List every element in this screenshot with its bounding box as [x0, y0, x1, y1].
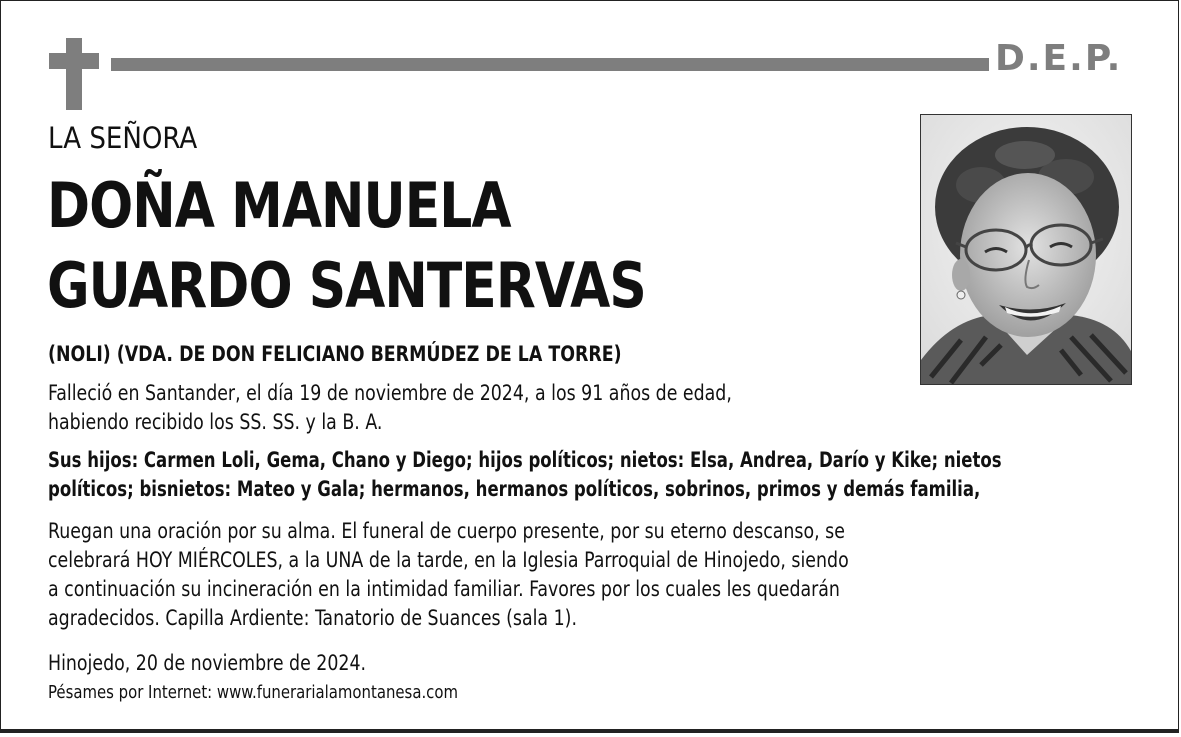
header-rule	[111, 58, 989, 71]
deceased-name-line-2: GUARDO SANTERVAS	[47, 249, 646, 322]
funeral-line: a continuación su incineración en la intimidad familiar. Favores por los cuales les quedarán	[48, 577, 840, 601]
condolences-url: Pésames por Internet: www.funerarialamontanesa.com	[48, 682, 459, 703]
nickname-widow-line: (NOLI) (VDA. DE DON FELICIANO BERMÚDEZ DE LA TORRE)	[48, 342, 622, 366]
family-line: políticos; bisnietos: Mateo y Gala; hermanos, hermanos políticos, sobrinos, primos y demás familia,	[48, 477, 981, 501]
death-paragraph	[48, 379, 732, 437]
funeral-line: agradecidos. Capilla Ardiente: Tanatorio de Suances (sala 1).	[48, 606, 577, 630]
funeral-paragraph	[48, 517, 849, 633]
portrait-photo	[920, 114, 1132, 385]
funeral-line: Ruegan una oración por su alma. El funeral de cuerpo presente, por su eterno descanso, se	[48, 519, 845, 543]
deceased-name-line-1: DOÑA MANUELA	[47, 169, 511, 242]
death-line: habiendo recibido los SS. SS. y la B. A.	[48, 410, 383, 434]
title-prefix: LA SEÑORA	[48, 121, 198, 155]
cross-icon	[66, 38, 82, 110]
place-date: Hinojedo, 20 de noviembre de 2024.	[48, 651, 367, 675]
portrait-illustration	[921, 115, 1132, 385]
family-line: Sus hijos: Carmen Loli, Gema, Chano y Diego; hijos políticos; nietos: Elsa, Andrea, Darío y Kike; nietos	[48, 448, 1002, 472]
family-paragraph	[48, 446, 1002, 504]
dep-label: D.E.P.	[995, 38, 1123, 79]
funeral-line: celebrará HOY MIÉRCOLES, a la UNA de la tarde, en la Iglesia Parroquial de Hinojedo, siendo	[48, 548, 849, 572]
cross-icon-bar	[49, 53, 99, 69]
death-line: Falleció en Santander, el día 19 de noviembre de 2024, a los 91 años de edad,	[48, 381, 732, 405]
